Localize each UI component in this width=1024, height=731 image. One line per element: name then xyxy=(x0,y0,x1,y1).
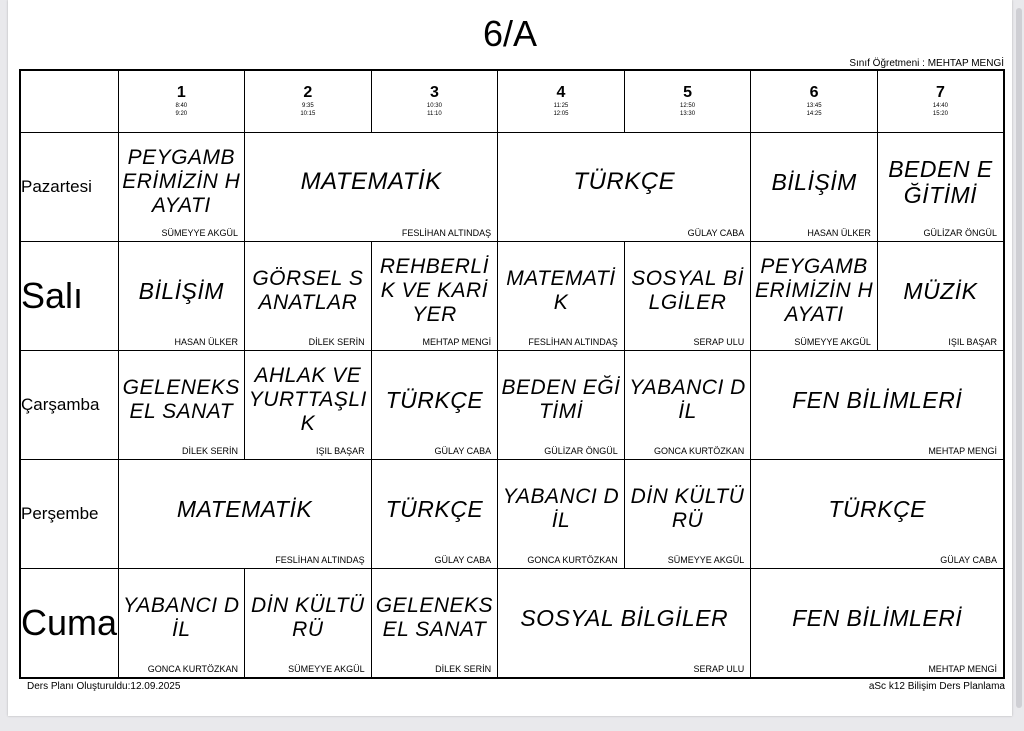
lesson-subject: BEDEN EĞİTİMİ xyxy=(501,376,621,424)
lesson-subject: TÜRKÇE xyxy=(385,387,484,414)
class-teacher-label: Sınıf Öğretmeni : MEHTAP MENGİ xyxy=(849,58,1004,69)
day-row-wednesday xyxy=(20,350,1004,459)
lesson-subject: TÜRKÇE xyxy=(573,167,676,195)
lesson-subject: GÖRSEL SANATLAR xyxy=(252,266,364,314)
lesson-teacher: GÜLAY CABA xyxy=(434,446,492,457)
lesson-cell xyxy=(118,350,245,459)
lesson-teacher: SERAP ULU xyxy=(693,664,745,674)
lesson-cell xyxy=(371,350,498,459)
lesson-subject: DİN KÜLTÜRÜ xyxy=(630,485,745,533)
created-date-footer: Ders Planı Oluşturuldu:12.09.2025 xyxy=(27,681,181,692)
day-row-thursday xyxy=(20,460,1004,569)
corner-cell xyxy=(20,70,118,132)
lesson-cell xyxy=(118,569,245,678)
lesson-teacher: FESLİHAN ALTINDAŞ xyxy=(401,227,492,238)
lesson-teacher: SÜMEYYE AKGÜL xyxy=(794,336,871,347)
lesson-teacher: FESLİHAN ALTINDAŞ xyxy=(275,555,365,566)
day-label: Cuma xyxy=(20,569,118,678)
lesson-cell xyxy=(877,132,1004,241)
day-label: Pazartesi xyxy=(20,132,118,241)
timetable-grid xyxy=(19,69,1005,679)
lesson-subject: MATEMATİK xyxy=(300,167,442,195)
lesson-subject: DİN KÜLTÜRÜ xyxy=(250,594,365,642)
lesson-teacher: SERAP ULU xyxy=(693,336,745,347)
lesson-cell xyxy=(624,460,751,569)
lesson-teacher: FESLİHAN ALTINDAŞ xyxy=(528,336,618,347)
lesson-cell xyxy=(371,460,498,569)
lesson-cell xyxy=(498,132,751,241)
class-title: 6/A xyxy=(482,13,538,54)
lesson-subject: AHLAK VE YURTTAŞLIK xyxy=(248,364,367,436)
lesson-subject: MATEMATİK xyxy=(176,496,313,523)
lesson-teacher: GÜLAY CABA xyxy=(687,227,745,238)
lesson-subject: TÜRKÇE xyxy=(828,496,926,523)
lesson-teacher: MEHTAP MENGİ xyxy=(928,446,997,457)
lesson-cell xyxy=(498,460,625,569)
lesson-subject: BİLİŞİM xyxy=(138,277,224,304)
software-footer: aSc k12 Bilişim Ders Planlama xyxy=(868,681,1005,692)
lesson-subject: GELENEKSEL SANAT xyxy=(122,376,240,424)
lesson-teacher: GONCA KURTÖZKAN xyxy=(527,555,618,566)
lesson-teacher: GÜLAY CABA xyxy=(434,555,492,566)
lesson-cell xyxy=(877,241,1004,350)
lesson-subject: PEYGAMBERİMİZİN HAYATI xyxy=(122,145,241,217)
lesson-cell xyxy=(371,241,498,350)
lesson-cell xyxy=(118,132,245,241)
lesson-teacher: GONCA KURTÖZKAN xyxy=(147,664,239,674)
lesson-teacher: DİLEK SERİN xyxy=(308,336,365,347)
lesson-teacher: GÜLİZAR ÖNGÜL xyxy=(923,227,997,238)
period-header-row xyxy=(20,70,1004,132)
lesson-cell xyxy=(498,241,625,350)
lesson-teacher: SÜMEYYE AKGÜL xyxy=(667,555,745,566)
period-header-1: 1 8:40 9:20 xyxy=(118,70,245,132)
period-header-4: 4 11:25 12:05 xyxy=(498,70,625,132)
lesson-teacher: MEHTAP MENGİ xyxy=(422,336,492,347)
lesson-cell xyxy=(498,350,625,459)
lesson-teacher: IŞIL BAŞAR xyxy=(948,336,997,347)
lesson-subject: TÜRKÇE xyxy=(385,496,484,523)
lesson-subject: PEYGAMBERİMİZİN HAYATI xyxy=(755,254,874,326)
lesson-subject: SOSYAL BİLGİLER xyxy=(631,266,744,314)
scrollbar[interactable] xyxy=(1016,8,1022,708)
day-label: Salı xyxy=(20,241,118,350)
lesson-teacher: HASAN ÜLKER xyxy=(174,336,239,347)
lesson-subject: REHBERLİK VE KARİYER xyxy=(379,254,489,326)
lesson-cell xyxy=(118,241,245,350)
period-header-7: 7 14:40 15:20 xyxy=(877,70,1004,132)
lesson-subject: BİLİŞİM xyxy=(771,168,857,195)
lesson-cell xyxy=(245,350,372,459)
lesson-cell xyxy=(371,569,498,678)
lesson-cell xyxy=(624,241,751,350)
lesson-teacher: DİLEK SERİN xyxy=(182,446,239,457)
lesson-teacher: GÜLAY CABA xyxy=(940,555,997,566)
lesson-teacher: GONCA KURTÖZKAN xyxy=(653,446,745,457)
lesson-cell xyxy=(498,569,751,678)
period-header-5: 5 12:50 13:30 xyxy=(624,70,751,132)
lesson-cell xyxy=(751,569,1004,678)
period-header-3: 3 10:30 11:10 xyxy=(371,70,498,132)
lesson-subject: BEDEN EĞİTİMİ xyxy=(888,155,993,208)
lesson-cell xyxy=(245,132,498,241)
timetable-sheet xyxy=(8,0,1012,716)
lesson-cell xyxy=(245,241,372,350)
lesson-subject: MATEMATİK xyxy=(506,266,616,314)
day-row-tuesday xyxy=(20,241,1004,350)
day-row-monday xyxy=(20,132,1004,241)
day-label: Perşembe xyxy=(20,460,118,569)
lesson-teacher: HASAN ÜLKER xyxy=(807,227,871,238)
lesson-teacher: DİLEK SERİN xyxy=(435,664,492,674)
period-header-6: 6 13:45 14:25 xyxy=(751,70,878,132)
lesson-subject: GELENEKSEL SANAT xyxy=(375,594,494,642)
lesson-subject: YABANCI DİL xyxy=(629,376,746,424)
day-row-friday xyxy=(20,569,1004,678)
lesson-cell xyxy=(624,350,751,459)
lesson-cell xyxy=(118,460,371,569)
lesson-cell xyxy=(751,132,878,241)
lesson-subject: FEN BİLİMLERİ xyxy=(792,387,963,414)
period-header-2: 2 9:35 10:15 xyxy=(245,70,372,132)
lesson-subject: FEN BİLİMLERİ xyxy=(792,605,963,632)
lesson-teacher: IŞIL BAŞAR xyxy=(315,446,365,457)
lesson-cell xyxy=(751,350,1004,459)
lesson-teacher: SÜMEYYE AKGÜL xyxy=(161,227,239,238)
day-label: Çarşamba xyxy=(20,350,118,459)
lesson-teacher: MEHTAP MENGİ xyxy=(928,664,997,674)
lesson-subject: SOSYAL BİLGİLER xyxy=(520,605,729,632)
lesson-cell xyxy=(245,569,372,678)
lesson-subject: MÜZİK xyxy=(903,277,978,304)
lesson-cell xyxy=(751,241,878,350)
lesson-teacher: GÜLİZAR ÖNGÜL xyxy=(544,446,618,457)
lesson-teacher: SÜMEYYE AKGÜL xyxy=(288,664,365,674)
lesson-subject: YABANCI DİL xyxy=(502,485,620,533)
lesson-cell xyxy=(751,460,1004,569)
lesson-subject: YABANCI DİL xyxy=(123,594,240,642)
